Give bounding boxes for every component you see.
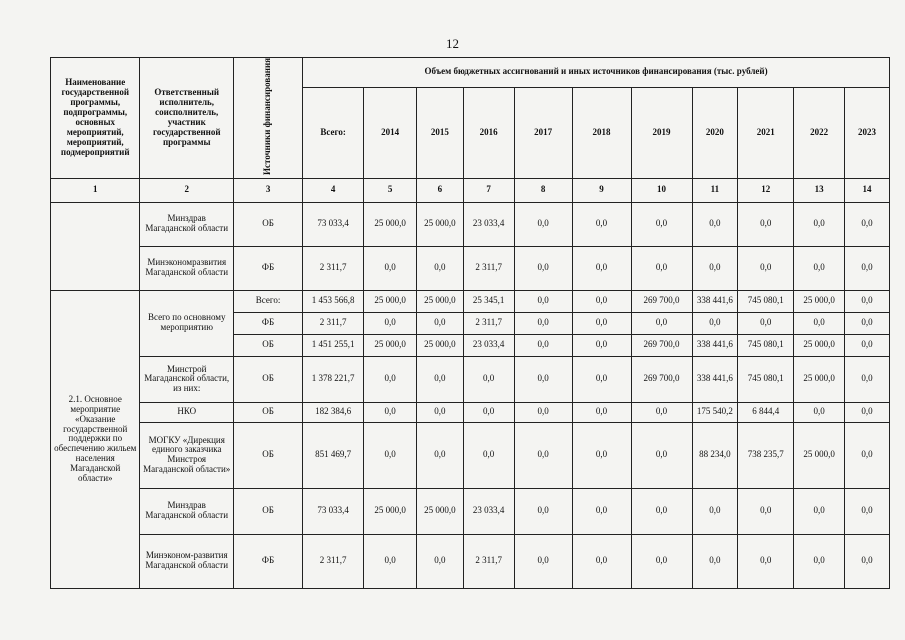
source-cell: ОБ <box>234 488 303 534</box>
total-label-cell: Всего по основному мероприятию <box>140 290 234 356</box>
value-cell: 0,0 <box>572 422 631 488</box>
value-cell: 745 080,1 <box>738 334 794 356</box>
value-cell: 25 000,0 <box>364 488 417 534</box>
source-cell: ОБ <box>234 402 303 422</box>
value-cell: 0,0 <box>514 534 572 588</box>
value-cell: 25 000,0 <box>417 202 464 246</box>
column-number: 10 <box>631 178 692 202</box>
value-cell: 0,0 <box>572 246 631 290</box>
column-number: 13 <box>794 178 845 202</box>
table-row <box>51 290 890 312</box>
responsible-cell: Минстрой Магаданской области, из них: <box>140 356 234 402</box>
value-cell: 25 000,0 <box>794 290 845 312</box>
table-row <box>51 534 890 588</box>
value-cell: 0,0 <box>572 402 631 422</box>
value-cell: 0,0 <box>738 534 794 588</box>
source-cell: ФБ <box>234 534 303 588</box>
value-cell: 745 080,1 <box>738 356 794 402</box>
table-row <box>51 488 890 534</box>
source-cell: ФБ <box>234 246 303 290</box>
value-cell: 25 000,0 <box>794 334 845 356</box>
value-cell: 0,0 <box>514 402 572 422</box>
value-cell: 0,0 <box>514 312 572 334</box>
header-year: 2022 <box>794 87 845 178</box>
name-cell-empty <box>51 202 140 290</box>
header-year: 2019 <box>631 87 692 178</box>
value-cell: 0,0 <box>572 488 631 534</box>
value-cell: 73 033,4 <box>303 488 364 534</box>
value-cell: 0,0 <box>572 534 631 588</box>
value-cell: 0,0 <box>463 356 514 402</box>
table-row <box>51 202 890 246</box>
header-responsible: Ответственный исполнитель, соисполнитель, участник государственной программы <box>140 58 234 179</box>
value-cell: 0,0 <box>417 422 464 488</box>
value-cell: 1 453 566,8 <box>303 290 364 312</box>
column-number: 11 <box>692 178 738 202</box>
value-cell: 2 311,7 <box>463 312 514 334</box>
value-cell: 851 469,7 <box>303 422 364 488</box>
page-number: 12 <box>446 36 459 51</box>
source-cell: Всего: <box>234 290 303 312</box>
value-cell: 0,0 <box>794 202 845 246</box>
value-cell: 0,0 <box>794 312 845 334</box>
value-cell: 25 000,0 <box>417 488 464 534</box>
value-cell: 2 311,7 <box>303 534 364 588</box>
source-cell: ОБ <box>234 202 303 246</box>
value-cell: 0,0 <box>692 202 738 246</box>
header-source <box>234 58 303 179</box>
value-cell: 338 441,6 <box>692 290 738 312</box>
value-cell: 88 234,0 <box>692 422 738 488</box>
value-cell: 745 080,1 <box>738 290 794 312</box>
value-cell: 0,0 <box>417 312 464 334</box>
value-cell: 0,0 <box>631 246 692 290</box>
value-cell: 2 311,7 <box>303 312 364 334</box>
value-cell: 269 700,0 <box>631 334 692 356</box>
value-cell: 0,0 <box>845 402 890 422</box>
header-year: 2021 <box>738 87 794 178</box>
value-cell: 0,0 <box>692 246 738 290</box>
value-cell: 6 844,4 <box>738 402 794 422</box>
value-cell: 0,0 <box>364 402 417 422</box>
value-cell: 0,0 <box>572 202 631 246</box>
value-cell: 0,0 <box>794 246 845 290</box>
value-cell: 0,0 <box>845 534 890 588</box>
value-cell: 25 000,0 <box>417 334 464 356</box>
value-cell: 0,0 <box>631 312 692 334</box>
value-cell: 0,0 <box>631 402 692 422</box>
source-cell: ФБ <box>234 312 303 334</box>
value-cell: 0,0 <box>514 202 572 246</box>
responsible-cell: Минэкономразвития Магаданской области <box>140 246 234 290</box>
value-cell: 0,0 <box>845 246 890 290</box>
value-cell: 1 451 255,1 <box>303 334 364 356</box>
value-cell: 25 000,0 <box>364 202 417 246</box>
value-cell: 0,0 <box>463 422 514 488</box>
table-row <box>51 246 890 290</box>
value-cell: 2 311,7 <box>463 534 514 588</box>
value-cell: 0,0 <box>845 488 890 534</box>
value-cell: 338 441,6 <box>692 334 738 356</box>
value-cell: 269 700,0 <box>631 356 692 402</box>
value-cell: 0,0 <box>417 534 464 588</box>
table-row <box>51 402 890 422</box>
responsible-cell: НКО <box>140 402 234 422</box>
value-cell: 0,0 <box>364 534 417 588</box>
value-cell: 0,0 <box>845 422 890 488</box>
value-cell: 338 441,6 <box>692 356 738 402</box>
value-cell: 0,0 <box>364 312 417 334</box>
value-cell: 175 540,2 <box>692 402 738 422</box>
column-number: 1 <box>51 178 140 202</box>
value-cell: 23 033,4 <box>463 202 514 246</box>
value-cell: 0,0 <box>417 356 464 402</box>
header-name: Наименование государственной программы, подпрограммы, основных мероприятий, мероприятий, подмероприятий <box>51 58 140 179</box>
value-cell: 0,0 <box>364 246 417 290</box>
value-cell: 0,0 <box>417 246 464 290</box>
value-cell: 0,0 <box>514 290 572 312</box>
column-number: 3 <box>234 178 303 202</box>
value-cell: 0,0 <box>572 356 631 402</box>
budget-table <box>50 57 890 589</box>
responsible-cell: Минздрав Магаданской области <box>140 202 234 246</box>
header-volume: Объем бюджетных ассигнований и иных источников финансирования (тыс. рублей) <box>303 58 890 88</box>
value-cell: 738 235,7 <box>738 422 794 488</box>
value-cell: 0,0 <box>463 402 514 422</box>
column-number: 8 <box>514 178 572 202</box>
value-cell: 2 311,7 <box>463 246 514 290</box>
value-cell: 0,0 <box>845 334 890 356</box>
value-cell: 0,0 <box>631 488 692 534</box>
value-cell: 182 384,6 <box>303 402 364 422</box>
value-cell: 0,0 <box>417 402 464 422</box>
header-year: 2018 <box>572 87 631 178</box>
value-cell: 25 000,0 <box>794 356 845 402</box>
column-number: 7 <box>463 178 514 202</box>
value-cell: 1 378 221,7 <box>303 356 364 402</box>
value-cell: 0,0 <box>514 246 572 290</box>
value-cell: 73 033,4 <box>303 202 364 246</box>
value-cell: 0,0 <box>364 422 417 488</box>
value-cell: 0,0 <box>514 488 572 534</box>
value-cell: 0,0 <box>631 534 692 588</box>
column-number: 2 <box>140 178 234 202</box>
value-cell: 0,0 <box>514 422 572 488</box>
value-cell: 0,0 <box>364 356 417 402</box>
value-cell: 0,0 <box>845 202 890 246</box>
source-cell: ОБ <box>234 422 303 488</box>
value-cell: 0,0 <box>738 246 794 290</box>
value-cell: 25 000,0 <box>794 422 845 488</box>
responsible-cell: МОГКУ «Дирекция единого заказчика Минстроя Магаданской области» <box>140 422 234 488</box>
value-cell: 0,0 <box>572 290 631 312</box>
value-cell: 25 000,0 <box>364 290 417 312</box>
value-cell: 23 033,4 <box>463 488 514 534</box>
value-cell: 25 000,0 <box>364 334 417 356</box>
value-cell: 0,0 <box>794 488 845 534</box>
value-cell: 0,0 <box>794 402 845 422</box>
value-cell: 25 000,0 <box>417 290 464 312</box>
value-cell: 0,0 <box>631 202 692 246</box>
value-cell: 0,0 <box>572 312 631 334</box>
measure-name-cell: 2.1. Основное мероприятие «Оказание государственной поддержки по обеспечению жильем населения Магаданской области» <box>51 290 140 588</box>
value-cell: 0,0 <box>692 312 738 334</box>
responsible-cell: Минздрав Магаданской области <box>140 488 234 534</box>
header-total: Всего: <box>303 87 364 178</box>
value-cell: 0,0 <box>631 422 692 488</box>
source-cell: ОБ <box>234 334 303 356</box>
value-cell: 2 311,7 <box>303 246 364 290</box>
source-cell: ОБ <box>234 356 303 402</box>
value-cell: 0,0 <box>794 534 845 588</box>
header-year: 2020 <box>692 87 738 178</box>
table-row <box>51 356 890 402</box>
value-cell: 23 033,4 <box>463 334 514 356</box>
value-cell: 25 345,1 <box>463 290 514 312</box>
value-cell: 0,0 <box>845 356 890 402</box>
value-cell: 0,0 <box>514 356 572 402</box>
value-cell: 0,0 <box>845 312 890 334</box>
value-cell: 0,0 <box>692 534 738 588</box>
column-number: 14 <box>845 178 890 202</box>
header-year: 2014 <box>364 87 417 178</box>
header-year: 2023 <box>845 87 890 178</box>
value-cell: 0,0 <box>692 488 738 534</box>
table-row <box>51 422 890 488</box>
column-number: 12 <box>738 178 794 202</box>
column-number: 9 <box>572 178 631 202</box>
value-cell: 0,0 <box>738 488 794 534</box>
value-cell: 269 700,0 <box>631 290 692 312</box>
value-cell: 0,0 <box>514 334 572 356</box>
header-year: 2016 <box>463 87 514 178</box>
header-year: 2015 <box>417 87 464 178</box>
column-number: 4 <box>303 178 364 202</box>
value-cell: 0,0 <box>572 334 631 356</box>
value-cell: 0,0 <box>845 290 890 312</box>
value-cell: 0,0 <box>738 202 794 246</box>
header-source-label: Источники финансирования <box>262 58 273 175</box>
header-year: 2017 <box>514 87 572 178</box>
responsible-cell: Минэконом-развития Магаданской области <box>140 534 234 588</box>
column-number: 5 <box>364 178 417 202</box>
value-cell: 0,0 <box>738 312 794 334</box>
column-numbers-row <box>51 178 890 202</box>
column-number: 6 <box>417 178 464 202</box>
